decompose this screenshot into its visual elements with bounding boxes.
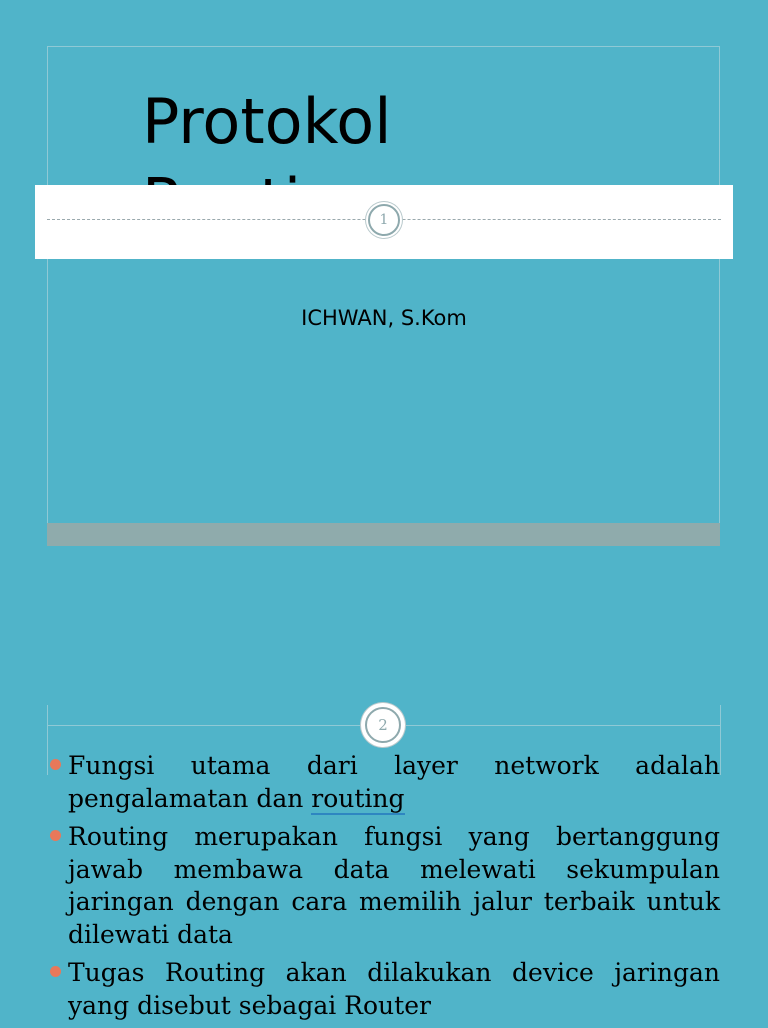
bullet-text: Routing merupakan fungsi yang bertanggung jawab membawa data melewati sekumpulan jaringan dengan cara memilih jalur terbaik untuk dilewati data: [68, 822, 720, 949]
bullet-text: Fungsi utama dari layer network adalah pengalamatan dan: [68, 751, 720, 813]
bullet-dot-icon: [50, 966, 61, 977]
bullet-item: [48, 750, 720, 815]
slide-number-badge-2: 2: [365, 707, 401, 743]
bullet-dot-icon: [50, 830, 61, 841]
slide-1-title: Protokol: [142, 85, 392, 158]
slide-number-badge-1: 1: [368, 204, 400, 236]
routing-link[interactable]: routing: [311, 783, 405, 813]
bullet-item: [48, 957, 720, 1022]
slide-2-right-border: [720, 705, 721, 775]
slide-1-author: ICHWAN, S.Kom: [301, 306, 467, 330]
slide-2-bullet-list: [48, 750, 720, 1028]
bullet-text: Tugas Routing akan dilakukan device jaringan yang disebut sebagai Router: [68, 958, 720, 1020]
bullet-item: [48, 821, 720, 951]
slide-1-footer-bar: [47, 523, 720, 546]
slide-separator-band: [35, 185, 733, 259]
bullet-dot-icon: [50, 759, 61, 770]
